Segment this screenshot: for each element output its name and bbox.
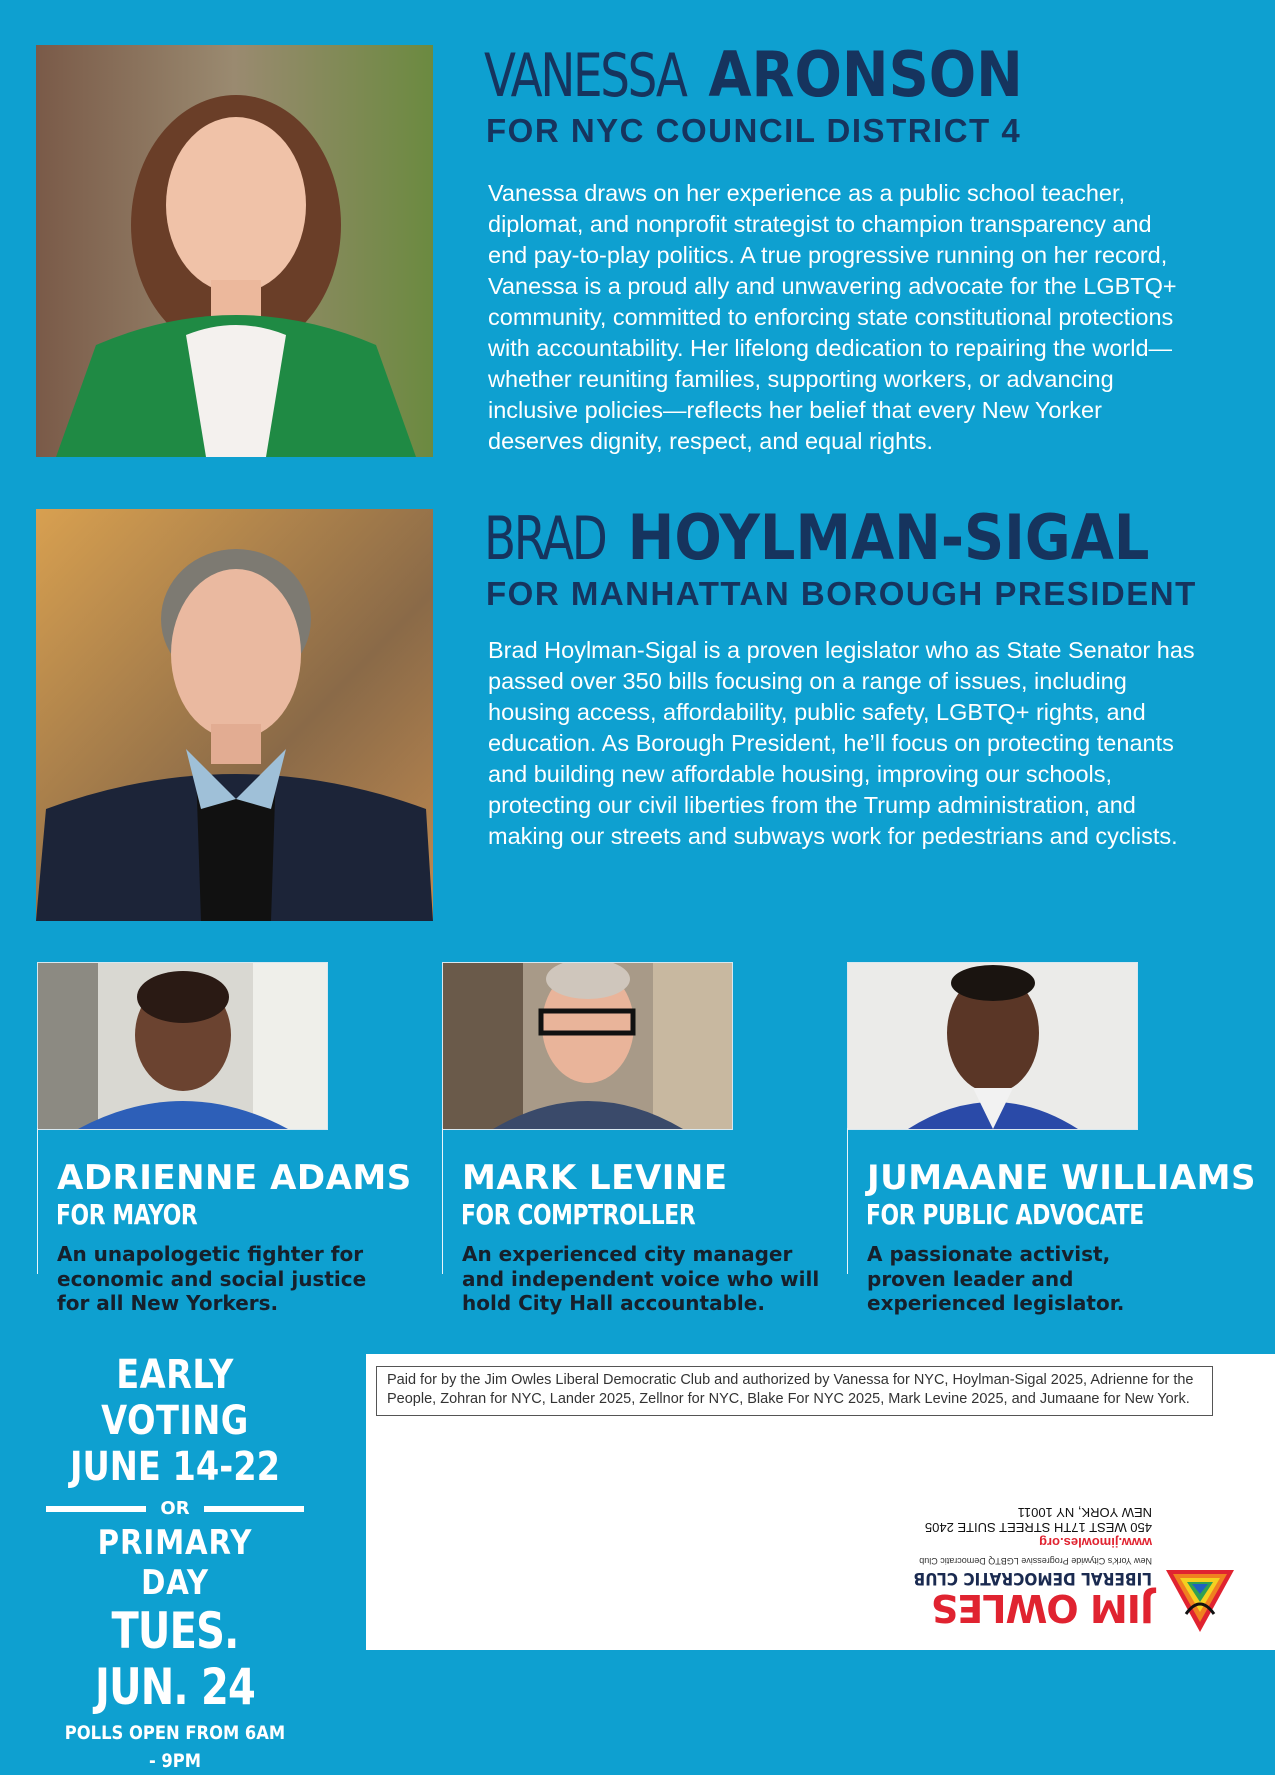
club-name: JIM OWLES [931, 1586, 1154, 1630]
candidate-description: A passionate activist, proven leader and experienced legislator. [867, 1242, 1125, 1315]
primary-day-date: TUES. JUN. 24 [94, 1602, 256, 1716]
candidate-bio: Vanessa draws on her experience as a public school teacher, diplomat, and nonprofit strategist to champion transparency and end pay-to-play politics. A true progressive running on her record, Vanessa is a proud ally and unwavering advocate for the LGBTQ+ community, committed to enforcing state constitutional protections with accountability. Her lifelong dedication to repairing the world—whether reuniting families, supporting workers, or advancing inclusive policies—reflects her belief that every New Yorker deserves dignity, respect, and equal rights. [488, 180, 1177, 454]
candidate-name: JUMAANE WILLIAMS [867, 1158, 1257, 1198]
candidate-card-levine [442, 962, 820, 1315]
candidate-card-adams [37, 962, 412, 1315]
vanessa-aronson-photo [36, 45, 433, 457]
card-divider [37, 1128, 38, 1274]
candidate-office: FOR PUBLIC ADVOCATE [866, 1198, 1144, 1231]
adrienne-adams-photo [37, 962, 328, 1130]
or-label: OR [160, 1498, 190, 1519]
candidate-description: An experienced city manager and independent voice who will hold City Hall accountable. [462, 1242, 820, 1315]
first-name: VANESSA [484, 41, 686, 111]
club-website: www.jimowles.org [1039, 1535, 1152, 1550]
club-subtitle: LIBERAL DEMOCRATIC CLUB [913, 1568, 1152, 1588]
card-divider [847, 1128, 848, 1274]
divider-bar [204, 1506, 304, 1512]
early-voting-label: EARLY VOTING [101, 1352, 249, 1444]
candidate-office: FOR COMPTROLLER [461, 1198, 696, 1231]
first-name: BRAD [484, 504, 606, 574]
candidate-card-williams [847, 962, 1257, 1315]
office-title: FOR MANHATTAN BOROUGH PRESIDENT [486, 575, 1197, 612]
divider-bar [46, 1506, 146, 1512]
polls-hours: POLLS OPEN FROM 6AM - 9PM [64, 1722, 286, 1772]
mailing-panel [366, 1354, 1275, 1650]
candidate-description: An unapologetic fighter for economic and social justice for all New Yorkers. [57, 1242, 367, 1315]
jumaane-williams-photo [847, 962, 1138, 1130]
card-divider [442, 1128, 443, 1274]
club-city: NEW YORK, NY 10011 [1017, 1505, 1152, 1520]
club-street: 450 WEST 17TH STREET SUITE 2405 [924, 1520, 1152, 1535]
return-address-block [896, 1494, 1236, 1634]
candidate-name: ADRIENNE ADAMS [57, 1158, 412, 1198]
early-voting-dates: JUNE 14-22 [69, 1444, 281, 1490]
rainbow-triangle-logo-icon [1164, 1568, 1236, 1634]
mark-levine-photo [442, 962, 733, 1130]
candidate-name-aronson [484, 38, 1023, 111]
candidate-name: MARK LEVINE [462, 1158, 728, 1198]
club-address [925, 1505, 1152, 1550]
office-title: FOR NYC COUNCIL DISTRICT 4 [486, 112, 1022, 149]
or-divider [40, 1498, 310, 1519]
candidate-bio: Brad Hoylman-Sigal is a proven legislator who as State Senator has passed over 350 bills focusing on a range of issues, including housing access, affordability, public safety, LGBTQ+ rights, and education. As Borough President, he’ll focus on protecting tenants and building new affordable housing, improving our schools, protecting our civil liberties from the Trump administration, and making our streets and subways work for pedestrians and cyclists. [488, 637, 1195, 849]
paid-for-disclaimer: Paid for by the Jim Owles Liberal Democratic Club and authorized by Vanessa for NYC, Hoylman-Sigal 2025, Adrienne for the People, Zohran for NYC, Lander 2025, Zellnor for NYC, Blake For NYC 2025, Mark Levine 2025, and Jumaane for New York. [376, 1366, 1213, 1416]
candidate-name-hoylman-sigal [484, 501, 1150, 574]
last-name: HOYLMAN-SIGAL [627, 501, 1150, 574]
last-name: ARONSON [708, 38, 1023, 111]
club-tagline: New York's Citywide Progressive LGBTQ Democratic Club [919, 1556, 1152, 1566]
voting-info [40, 1352, 310, 1775]
primary-day-label: PRIMARY DAY [97, 1523, 253, 1603]
brad-hoylman-sigal-photo [36, 509, 433, 921]
candidate-office: FOR MAYOR [56, 1198, 198, 1231]
